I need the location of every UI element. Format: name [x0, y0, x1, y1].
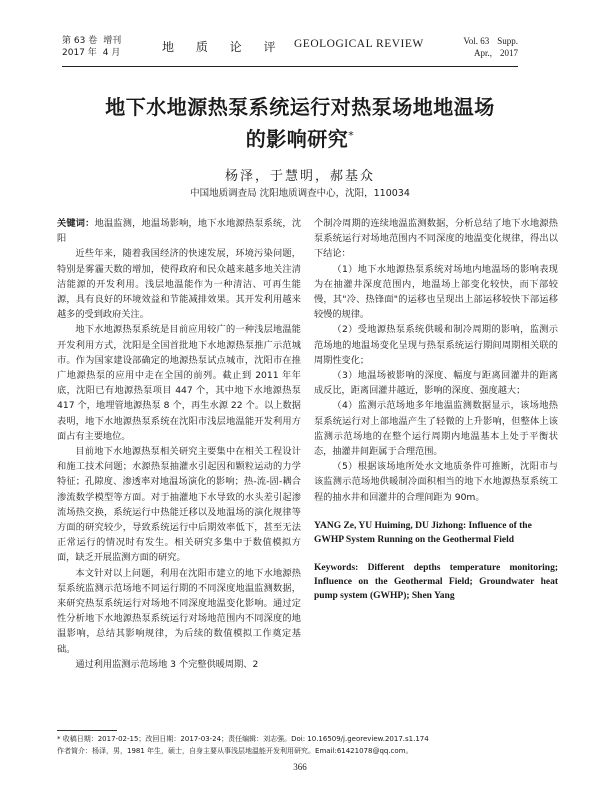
conclusion-4: （4）监测示范场地多年地温监测数据显示，该场地热泵系统运行对上部地温产生了轻微的上升影响，但整体上该监测示范场地的在整个运行周期内地温基本上处于平衡状态，抽灌井间距属于合理范围。 [314, 400, 558, 458]
right-column [314, 216, 558, 603]
volume-en: Vol. 63 [463, 36, 490, 46]
volume-info-cn [62, 35, 127, 59]
affiliation: 中国地质调查局 沈阳地质调查中心，沈阳，110034 [190, 188, 410, 199]
volume-info-en [455, 35, 518, 59]
conclusion-1: （1）地下水地源热泵系统对场地内地温场的影响表现为在抽灌井深度范围内，地温场上部变化较快，而下部较慢，其"冷、热锋面"的运移也呈现出上部运移较快下部运移较慢的规律。 [314, 263, 558, 321]
footnote-received: * 收稿日期：2017-02-15；改回日期：2017-03-24；责任编辑：刘志强。Doi: 10.16509/j.georeview.2017.s1.174 [57, 735, 429, 743]
footnote-author-bio: 作者简介：杨泽，男，1981 年生，硕士，自身主要从事浅层地温能开发利用研究。Email:61421078@qq.com。 [57, 747, 413, 755]
volume-cn: 第 63 卷 [62, 36, 98, 46]
journal-name-en: GEOLOGICAL REVIEW [294, 38, 424, 50]
conclusion-3: （3）地温场被影响的深度、幅度与距离回灌井的距离成反比，距离回灌井越近，影响的深度、强度越大； [314, 370, 558, 397]
english-keywords: Keywords: Different depths temperature monitoring; Influence on the Geothermal Field; Groundwater heat pump system (GWHP); Shen Yang [314, 562, 558, 601]
paragraph: 近些年来，随着我国经济的快速发展，环境污染问题，特别是雾霾天数的增加，使得政府和民众越来越多地关注清洁能源的开发利用。浅层地温能作为一种清洁、可再生能源，具有良好的环境效益和节能减排效果。其开发利用越来越多的受到政府关注。 [57, 248, 301, 321]
footnote-divider [57, 730, 117, 731]
year-en: 2017 [500, 48, 518, 58]
conclusion-2: （2）受地源热泵系统供暖和制冷周期的影响，监测示范场地的地温场变化呈现与热泵系统运行期间周期相关联的周期性变化； [314, 324, 558, 366]
page-number: 366 [293, 762, 307, 772]
keywords-label: 关键词： [57, 218, 95, 229]
month-cn: 4 月 [102, 48, 121, 58]
paragraph: 目前地下水地源热泵相关研究主要集中在相关工程设计和施工技术问题；水源热泵抽灌水引起因和颗粒运动的力学特征；孔隙度、渗透率对地温场演化的影响；热-流-固-耦合渗流数学模型等方面。对于抽灌地下水导致的水头差引起渗流场热交换，系统运行中热能迁移以及地温场的演化规律等方面的研究较少，导致系统运行中后期效率低下，甚至无法正常运行的情况时有发生。相关研究多集中于数值模拟方面，缺乏开展监测方面的研究。 [57, 446, 301, 564]
paragraph: 个制冷周期的连续地温监测数据，分析总结了地下水地源热泵系统运行对场地范围内不同深度的地温变化规律，得出以下结论： [314, 218, 558, 260]
supplement-cn: 增刊 [103, 36, 122, 46]
left-column [57, 216, 301, 672]
title-footnote-mark: * [348, 129, 355, 142]
paper-title-line-2-text: 的影响研究 [245, 127, 349, 151]
journal-name-cn: 地 质 论 评 [162, 40, 285, 54]
paper-title-line-2 [60, 124, 540, 154]
author-list: 杨泽，于慧明，郝基众 [224, 169, 375, 184]
conclusion-5: （5）根据该场地所处水文地质条件可推断，沈阳市与该监测示范场地供暖制冷面积相当的地下水地源热泵系统工程的抽水井和回灌井的合理间距为 90m。 [314, 461, 558, 503]
paragraph: 地下水地源热泵系统是目前应用较广的一种浅层地温能开发利用方式，沈阳是全国首批地下水地源热泵推广示范城市。作为国家建设部确定的地源热泵试点城市，沈阳市在推广地源热泵的应用中走在全国的前列。截止到 2011 年年底，沈阳已有地源热泵项目 447 个，其中地下水地源热泵 417 个，地埋管地源热泵 8 个，再生水源 22 个。以上数据表明，地下水地源热泵系统在沈阳市浅层地温能开发利用方面占有主要地位。 [57, 324, 301, 442]
english-citation-title: YANG Ze, YU Huiming, DU Jizhong: Influence of the GWHP System Running on the Geothermal Field [314, 520, 532, 545]
paragraph: 通过利用监测示范场地 3 个完整供暖周期、2 [75, 658, 259, 670]
paragraph: 本文针对以上问题，利用在沈阳市建立的地下水地源热泵系统监测示范场地不同运行期的不同深度地温监测数据，来研究热泵系统运行对场地不同深度地温变化影响。通过定性分析地下水地源热泵系统运行对场地范围内不同深度的地温影响，总结其影响规律，为后续的数值模拟工作奠定基础。 [57, 567, 301, 655]
supplement-en: Supp. [497, 36, 518, 46]
month-en: Apr., [474, 48, 492, 58]
year-cn: 2017 年 [62, 48, 97, 58]
keywords-text: 地温监测，地温场影响，地下水地源热泵系统，沈阳 [57, 218, 302, 245]
keywords-cn [57, 216, 301, 246]
paper-title-line-1: 地下水地源热泵系统运行对热泵场地地温场 [105, 95, 495, 119]
running-header [62, 34, 518, 67]
